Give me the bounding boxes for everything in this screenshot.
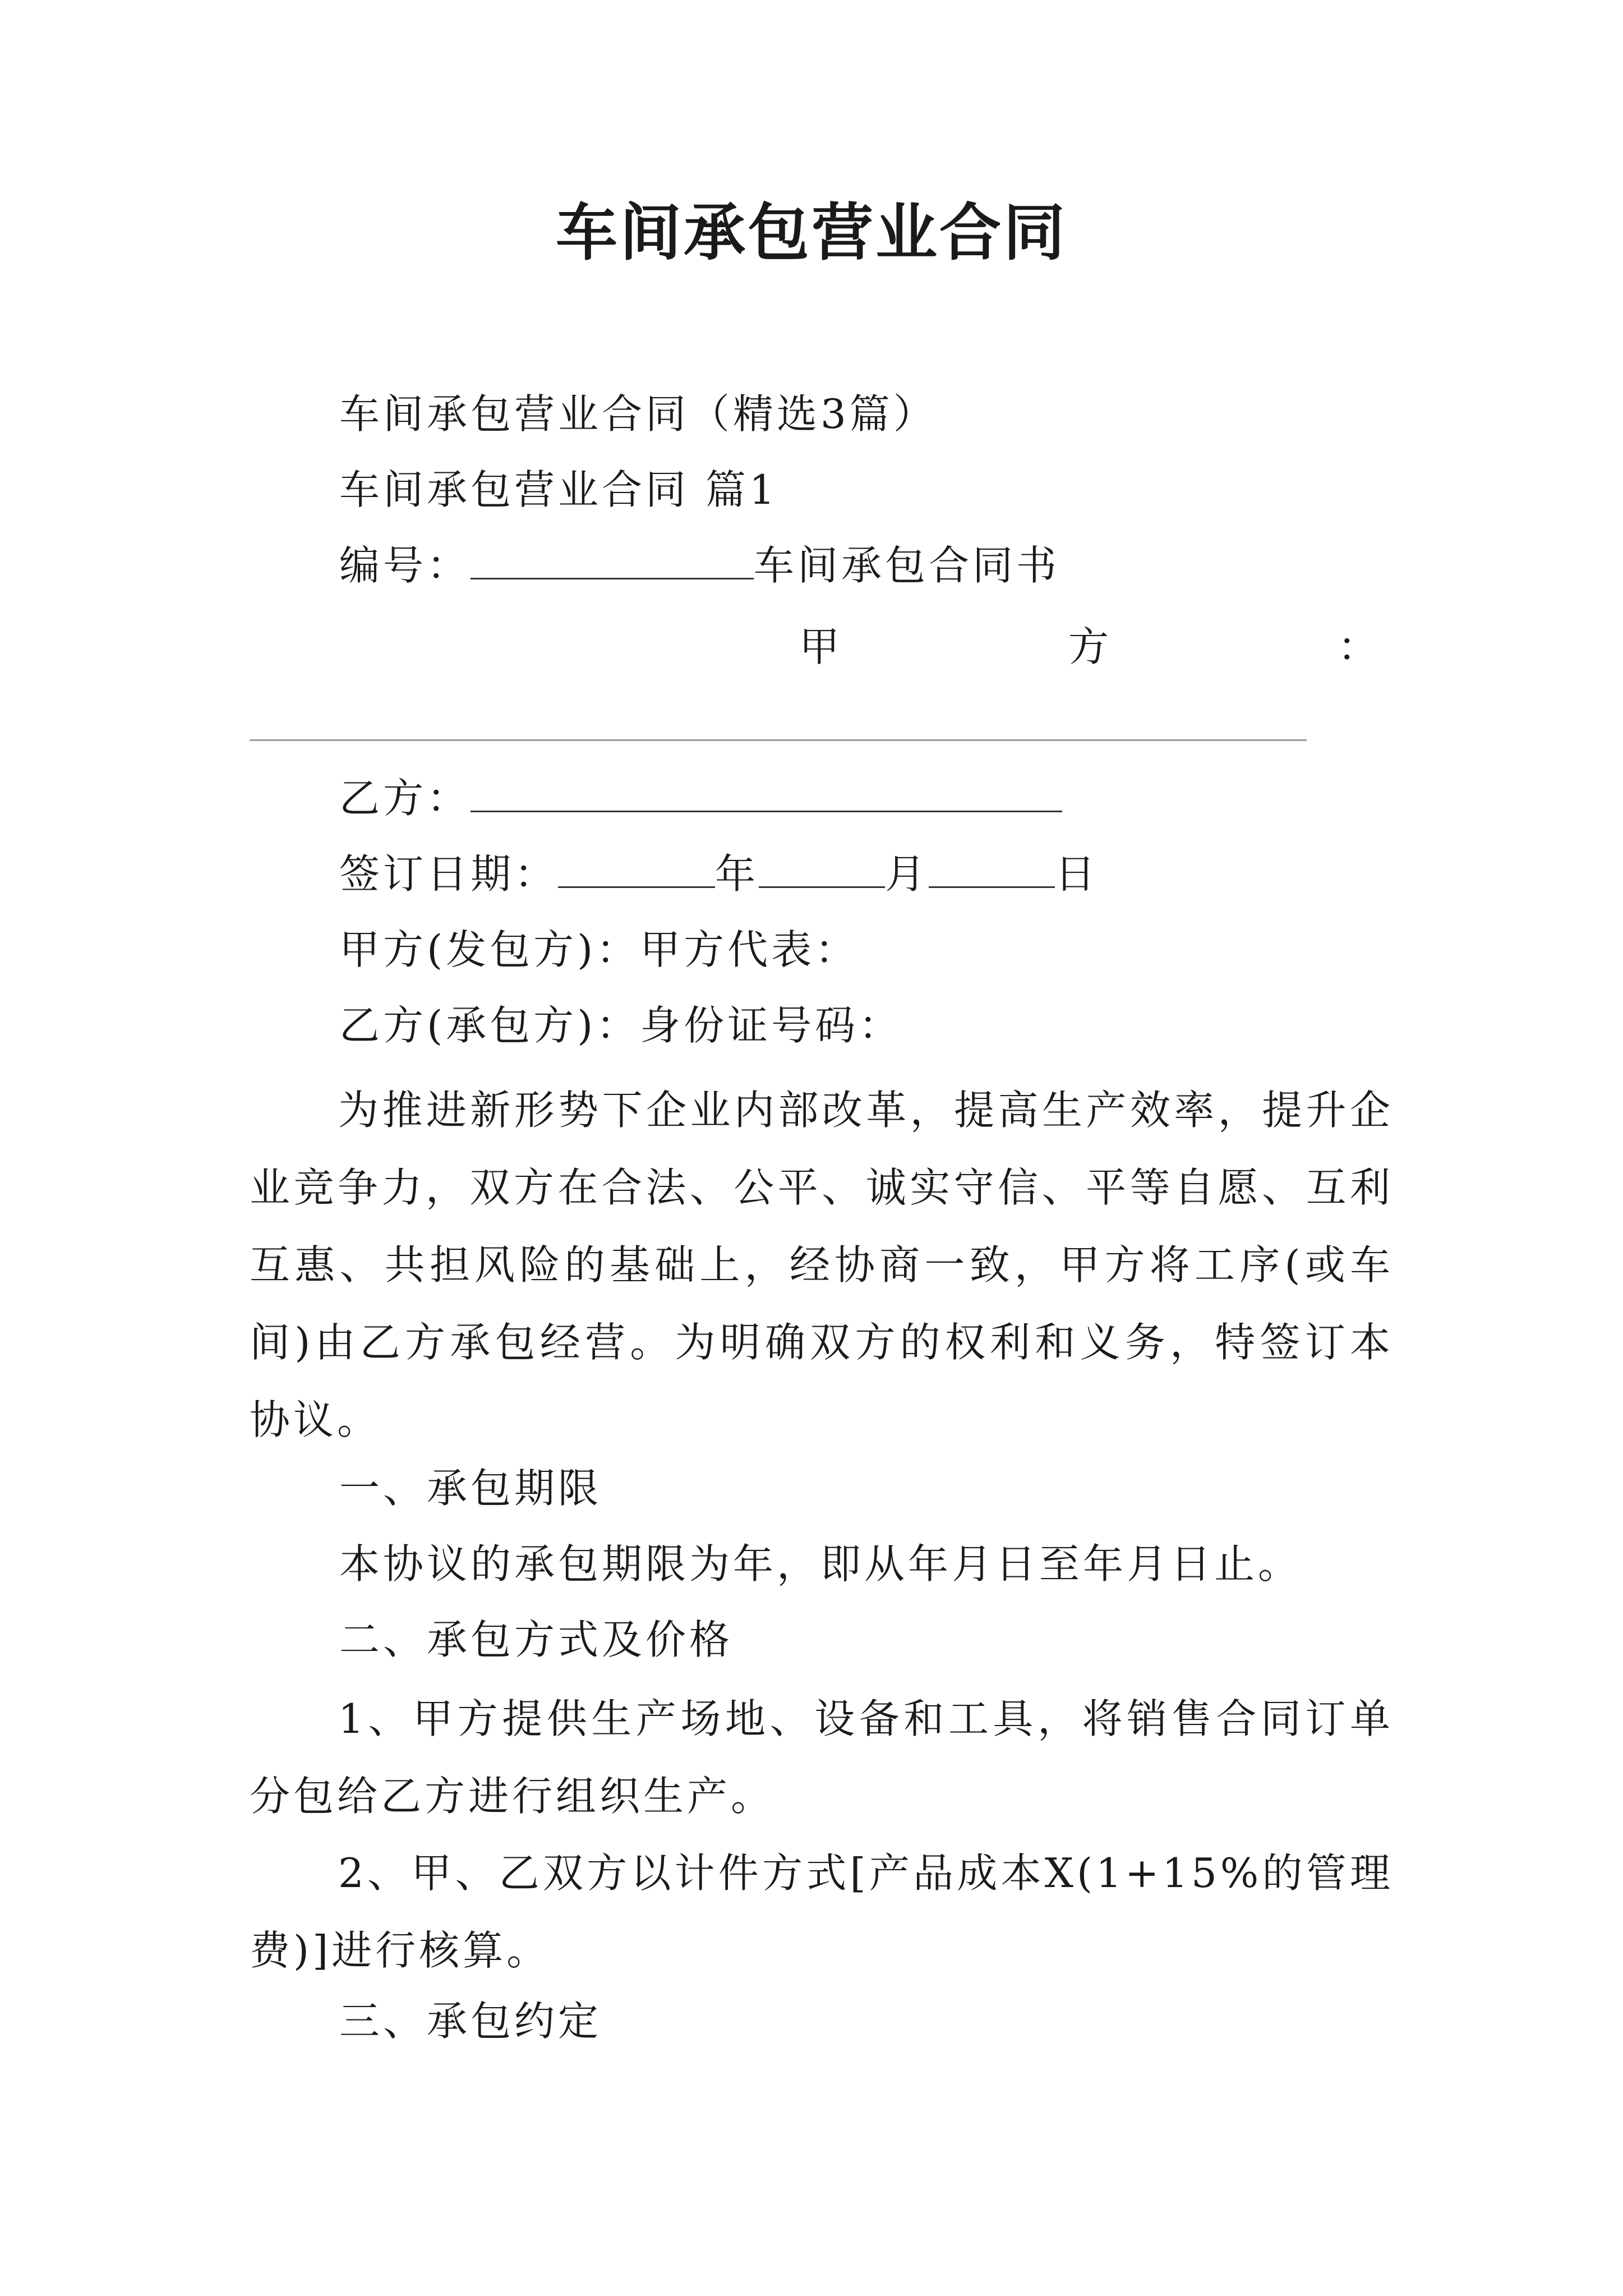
section-heading: 车间承包营业合同 篇1 [339,466,778,513]
contract-number-line [339,539,1060,592]
party-b-blank [471,771,1062,812]
clause-heading-2: 二、承包方式及价格 [339,1616,734,1663]
number-suffix: 车间承包合同书 [754,542,1061,589]
party-b-line [339,771,1062,825]
year-blank [558,847,715,888]
day-blank [929,847,1055,888]
party-a-underline [250,739,1307,741]
number-blank [471,539,754,579]
sign-date-label: 签订日期： [339,850,559,898]
clause-heading-3: 三、承包约定 [339,1998,602,2045]
party-b-label: 乙方： [339,775,471,822]
year-label: 年 [715,850,759,898]
month-blank [759,847,885,888]
page-title: 车间承包营业合同 [556,196,1067,269]
subtitle: 车间承包营业合同（精选3篇） [339,390,937,438]
intro-paragraph: 为推进新形势下企业内部改革，提高生产效率，提升企业竞争力，双方在合法、公平、诚实守信、平等自愿、互利互惠、共担风险的基础上，经协商一致，甲方将工序(或车间)由乙方承包经营。为明确双方的权利和义务，特签订本协议。 [250,1087,1394,1443]
party-a-char-1: 甲 [799,623,840,670]
sign-date-line [339,847,1099,901]
party-a-colon: ： [1338,623,1378,670]
day-label: 日 [1055,850,1099,898]
clause-heading-1: 一、承包期限 [339,1465,602,1512]
party-a-info: 甲方(发包方)：甲方代表： [339,926,859,973]
clause-2-1-text: 1、甲方提供生产场地、设备和工具，将销售合同订单分包给乙方进行组织生产。 [250,1695,1394,1820]
party-a-char-2: 方 [1068,623,1109,670]
clause-2-2-text: 2、甲、乙双方以计件方式[产品成本X(1+15%的管理费)]进行核算。 [250,1849,1394,1974]
month-label: 月 [885,850,929,898]
number-label: 编号： [339,542,471,589]
clause-1-text: 本协议的承包期限为年，即从年月日至年月日止。 [339,1540,1302,1588]
party-b-info: 乙方(承包方)：身份证号码： [339,1002,903,1049]
